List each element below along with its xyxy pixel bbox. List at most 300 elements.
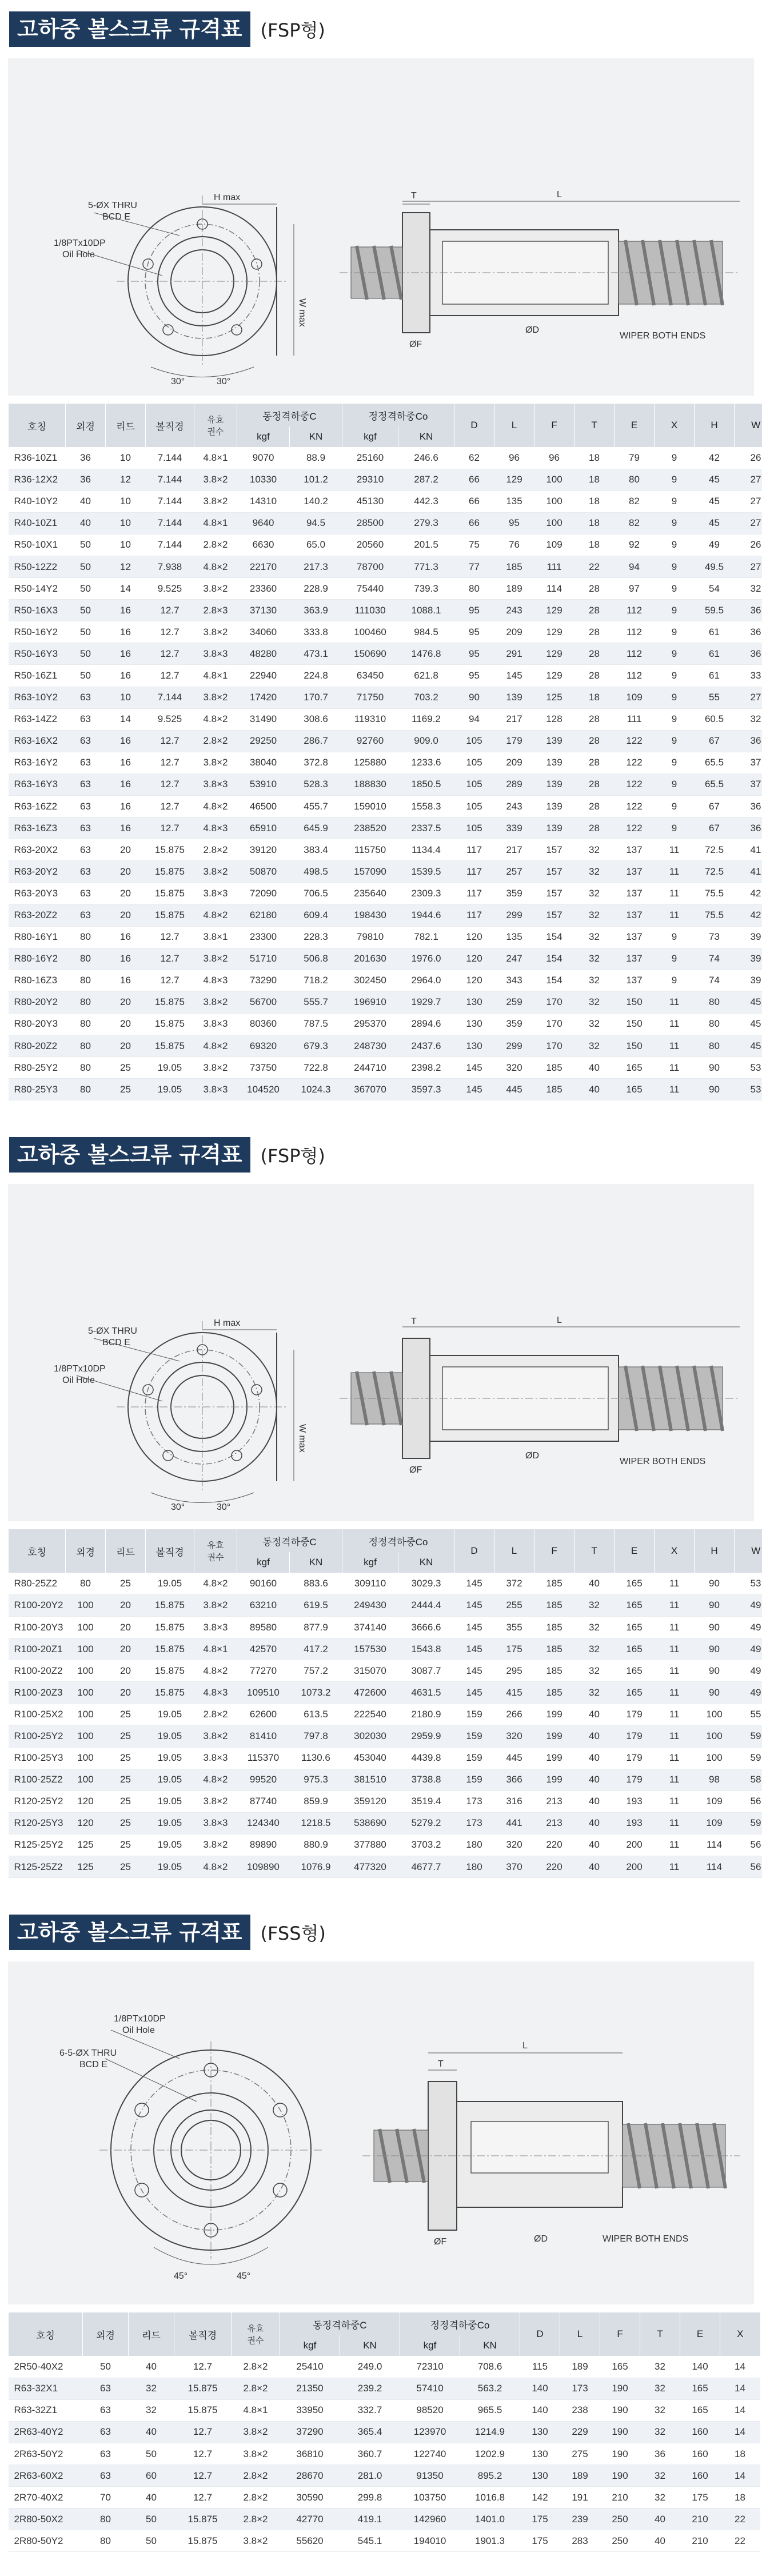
table-cell: 40 bbox=[575, 1747, 615, 1769]
table-cell: 89890 bbox=[237, 1834, 290, 1856]
table-cell: 92 bbox=[615, 534, 655, 556]
table-cell: 15.875 bbox=[174, 2509, 232, 2530]
table-cell: 145 bbox=[454, 1682, 494, 1704]
table-cell: 142960 bbox=[400, 2509, 460, 2530]
table-cell: 120 bbox=[454, 926, 494, 948]
model-cell: R40-10Z1 bbox=[9, 512, 66, 534]
table-cell: 7.144 bbox=[146, 512, 194, 534]
table-cell: 100 bbox=[695, 1747, 735, 1769]
table-cell: 3.8×3 bbox=[194, 1617, 237, 1638]
col-header: 유효 권수 bbox=[194, 1529, 237, 1573]
table-cell: 72310 bbox=[400, 2356, 460, 2378]
table-cell: 157 bbox=[534, 883, 575, 904]
table-cell: 190 bbox=[600, 2399, 640, 2421]
table-cell: 18 bbox=[575, 687, 615, 708]
table-cell: 3.8×2 bbox=[232, 2530, 280, 2552]
oil-hole-label: 1/8PTx10DP bbox=[54, 238, 106, 248]
table-cell: 78700 bbox=[342, 556, 398, 577]
table-cell: 145 bbox=[454, 1617, 494, 1638]
table-cell: 67 bbox=[695, 730, 735, 752]
table-cell: 1976.0 bbox=[398, 948, 454, 970]
col-header: H bbox=[695, 404, 735, 447]
table-row bbox=[9, 904, 762, 926]
table-cell: 62600 bbox=[237, 1704, 290, 1725]
table-cell: 239.2 bbox=[340, 2378, 400, 2399]
table-cell: 139 bbox=[534, 773, 575, 795]
model-cell: R63-20X2 bbox=[9, 839, 66, 861]
table-cell: 150690 bbox=[342, 643, 398, 665]
table-cell: 9 bbox=[655, 752, 695, 773]
table-cell: 36810 bbox=[280, 2443, 340, 2465]
table-cell: 975.3 bbox=[290, 1769, 342, 1791]
table-cell: 125 bbox=[534, 687, 575, 708]
spec-section-3 bbox=[0, 1903, 762, 2552]
table-cell: 63 bbox=[66, 796, 106, 818]
table-cell: 59 bbox=[735, 1725, 762, 1747]
table-cell: 193 bbox=[615, 1791, 655, 1812]
table-cell: 122 bbox=[615, 752, 655, 773]
table-row bbox=[9, 1660, 762, 1682]
table-row bbox=[9, 2509, 760, 2530]
table-cell: 4.8×1 bbox=[194, 447, 237, 469]
table-cell: 365.4 bbox=[340, 2421, 400, 2443]
table-cell: 67 bbox=[695, 818, 735, 839]
dim-phiF: ØF bbox=[434, 2237, 447, 2247]
table-cell: 28670 bbox=[280, 2465, 340, 2487]
dim-phiD: ØD bbox=[525, 1451, 539, 1461]
table-cell: 3.8×3 bbox=[194, 1013, 237, 1035]
table-cell: 42 bbox=[695, 447, 735, 469]
bcd-label: BCD E bbox=[79, 2060, 107, 2070]
table-cell: 4.8×3 bbox=[194, 1682, 237, 1704]
table-cell: 442.3 bbox=[398, 491, 454, 512]
table-cell: 243 bbox=[494, 796, 534, 818]
table-cell: 25 bbox=[106, 1812, 146, 1834]
table-cell: 40 bbox=[575, 1057, 615, 1079]
table-cell: 238520 bbox=[342, 818, 398, 839]
wmax-label: W max bbox=[297, 298, 307, 327]
table-cell: 3.8×2 bbox=[194, 1057, 237, 1079]
sub-header: KN bbox=[398, 426, 454, 447]
table-cell: 15.875 bbox=[146, 1638, 194, 1660]
table-cell: 67 bbox=[695, 796, 735, 818]
table-cell: 26 bbox=[735, 534, 762, 556]
table-row bbox=[9, 447, 762, 469]
table-cell: 80360 bbox=[237, 1013, 290, 1035]
table-cell: 89580 bbox=[237, 1617, 290, 1638]
table-cell: 19.05 bbox=[146, 1573, 194, 1594]
col-header: L bbox=[494, 404, 534, 447]
table-cell: 185 bbox=[534, 1617, 575, 1638]
table-cell: 20 bbox=[106, 1638, 146, 1660]
table-cell: 80 bbox=[66, 926, 106, 948]
table-cell: 65.5 bbox=[695, 773, 735, 795]
table-cell: 45 bbox=[695, 469, 735, 491]
table-cell: 4.8×2 bbox=[194, 1769, 237, 1791]
table-cell: 299 bbox=[494, 1035, 534, 1057]
table-cell: 137 bbox=[615, 948, 655, 970]
table-cell: 11 bbox=[655, 991, 695, 1013]
table-cell: 613.5 bbox=[290, 1704, 342, 1725]
model-cell: R120-25Y2 bbox=[9, 1791, 66, 1812]
table-cell: 984.5 bbox=[398, 621, 454, 643]
table-cell: 12.7 bbox=[146, 643, 194, 665]
table-row bbox=[9, 2530, 760, 2552]
table-cell: 9 bbox=[655, 730, 695, 752]
table-cell: 12.7 bbox=[146, 970, 194, 991]
table-cell: 95 bbox=[454, 600, 494, 621]
table-cell: 210 bbox=[680, 2530, 720, 2552]
table-cell: 12.7 bbox=[174, 2465, 232, 2487]
holes-label: 6-5-ØX THRU bbox=[59, 2048, 117, 2059]
table-cell: 12.7 bbox=[146, 796, 194, 818]
table-cell: 191 bbox=[560, 2487, 600, 2509]
table-cell: 32 bbox=[575, 883, 615, 904]
table-cell: 1543.8 bbox=[398, 1638, 454, 1660]
table-cell: 159 bbox=[454, 1704, 494, 1725]
table-cell: 15.875 bbox=[146, 861, 194, 883]
table-cell: 295 bbox=[494, 1660, 534, 1682]
table-cell: 25 bbox=[106, 1791, 146, 1812]
table-cell: 80 bbox=[66, 1079, 106, 1100]
table-cell: 154 bbox=[534, 970, 575, 991]
table-cell: 80 bbox=[66, 948, 106, 970]
section-title-bar bbox=[0, 1126, 762, 1184]
table-cell: 883.6 bbox=[290, 1573, 342, 1594]
table-cell: 302030 bbox=[342, 1725, 398, 1747]
table-cell: 112 bbox=[615, 643, 655, 665]
table-cell: 19.05 bbox=[146, 1791, 194, 1812]
table-cell: 315070 bbox=[342, 1660, 398, 1682]
table-cell: 71750 bbox=[342, 687, 398, 708]
sub-header: kgf bbox=[280, 2335, 340, 2356]
table-cell: 217 bbox=[494, 839, 534, 861]
table-cell: 61 bbox=[695, 643, 735, 665]
table-cell: 17420 bbox=[237, 687, 290, 708]
table-cell: 9.525 bbox=[146, 708, 194, 730]
table-cell: 63 bbox=[66, 730, 106, 752]
col-header: 볼직경 bbox=[146, 1529, 194, 1573]
table-cell: 32 bbox=[575, 861, 615, 883]
table-cell: 160 bbox=[680, 2465, 720, 2487]
col-header: 정정격하중Co bbox=[342, 1529, 454, 1552]
col-header: 유효 권수 bbox=[194, 404, 237, 447]
table-cell: 9 bbox=[655, 643, 695, 665]
table-cell: 15.875 bbox=[174, 2530, 232, 2552]
table-cell: 39 bbox=[735, 926, 762, 948]
table-cell: 3.8×2 bbox=[194, 991, 237, 1013]
model-cell: R50-12Z2 bbox=[9, 556, 66, 577]
table-cell: 185 bbox=[534, 1594, 575, 1616]
table-cell: 295370 bbox=[342, 1013, 398, 1035]
table-row bbox=[9, 1812, 762, 1834]
oil-hole-sub: Oil Hole bbox=[122, 2025, 155, 2036]
model-cell: R36-10Z1 bbox=[9, 447, 66, 469]
table-cell: 787.5 bbox=[290, 1013, 342, 1035]
table-row bbox=[9, 1791, 762, 1812]
table-cell: 40 bbox=[575, 1834, 615, 1856]
table-cell: 63450 bbox=[342, 665, 398, 687]
table-cell: 63 bbox=[66, 839, 106, 861]
table-row bbox=[9, 556, 762, 577]
table-cell: 2180.9 bbox=[398, 1704, 454, 1725]
table-cell: 109 bbox=[695, 1812, 735, 1834]
table-cell: 3703.2 bbox=[398, 1834, 454, 1856]
table-cell: 32 bbox=[575, 1594, 615, 1616]
table-cell: 200 bbox=[615, 1834, 655, 1856]
table-cell: 135 bbox=[494, 491, 534, 512]
table-cell: 619.5 bbox=[290, 1594, 342, 1616]
table-cell: 145 bbox=[454, 1573, 494, 1594]
table-row bbox=[9, 1856, 762, 1878]
table-cell: 159 bbox=[454, 1769, 494, 1791]
table-cell: 9 bbox=[655, 796, 695, 818]
table-cell: 59.5 bbox=[695, 600, 735, 621]
table-cell: 122 bbox=[615, 818, 655, 839]
table-cell: 16 bbox=[106, 600, 146, 621]
table-cell: 545.1 bbox=[340, 2530, 400, 2552]
table-cell: 217.3 bbox=[290, 556, 342, 577]
model-cell: R63-16Z2 bbox=[9, 796, 66, 818]
table-cell: 190 bbox=[600, 2465, 640, 2487]
table-cell: 36 bbox=[735, 600, 762, 621]
table-cell: 1539.5 bbox=[398, 861, 454, 883]
table-cell: 1088.1 bbox=[398, 600, 454, 621]
table-cell: 179 bbox=[494, 730, 534, 752]
table-row bbox=[9, 512, 762, 534]
table-cell: 92760 bbox=[342, 730, 398, 752]
table-cell: 3.8×2 bbox=[194, 469, 237, 491]
table-cell: 73 bbox=[695, 926, 735, 948]
table-cell: 27 bbox=[735, 512, 762, 534]
table-cell: 320 bbox=[494, 1834, 534, 1856]
table-cell: 259 bbox=[494, 991, 534, 1013]
model-cell: R63-32X1 bbox=[9, 2378, 83, 2399]
table-cell: 14 bbox=[106, 578, 146, 600]
table-cell: 20 bbox=[106, 883, 146, 904]
table-cell: 199 bbox=[534, 1747, 575, 1769]
table-cell: 53 bbox=[735, 1079, 762, 1100]
table-cell: 28 bbox=[575, 708, 615, 730]
table-cell: 11 bbox=[655, 1057, 695, 1079]
model-cell: 2R80-50X2 bbox=[9, 2509, 83, 2530]
table-cell: 49 bbox=[735, 1638, 762, 1660]
table-cell: 56 bbox=[735, 1856, 762, 1878]
table-cell: 31490 bbox=[237, 708, 290, 730]
table-cell: 12.7 bbox=[146, 926, 194, 948]
col-header: D bbox=[454, 1529, 494, 1573]
sub-header: kgf bbox=[342, 1552, 398, 1573]
table-cell: 247 bbox=[494, 948, 534, 970]
table-cell: 228.9 bbox=[290, 578, 342, 600]
table-cell: 120 bbox=[66, 1791, 106, 1812]
table-cell: 11 bbox=[655, 1079, 695, 1100]
table-cell: 170 bbox=[534, 1035, 575, 1057]
col-header: 호칭 bbox=[9, 1529, 66, 1573]
model-cell: R80-16Y2 bbox=[9, 948, 66, 970]
table-cell: 29250 bbox=[237, 730, 290, 752]
model-cell: R63-32Z1 bbox=[9, 2399, 83, 2421]
table-cell: 100 bbox=[534, 469, 575, 491]
table-cell: 473.1 bbox=[290, 643, 342, 665]
table-row bbox=[9, 883, 762, 904]
table-cell: 179 bbox=[615, 1725, 655, 1747]
section-title: 고하중 볼스크류 규격표 bbox=[9, 11, 250, 47]
table-row bbox=[9, 1747, 762, 1769]
table-cell: 965.5 bbox=[460, 2399, 520, 2421]
table-cell: 90 bbox=[695, 1660, 735, 1682]
table-row bbox=[9, 2378, 760, 2399]
model-cell: R50-10X1 bbox=[9, 534, 66, 556]
table-cell: 198430 bbox=[342, 904, 398, 926]
col-header: 정정격하중Co bbox=[400, 2312, 520, 2335]
table-cell: 154 bbox=[534, 926, 575, 948]
table-cell: 40 bbox=[575, 1079, 615, 1100]
table-cell: 15.875 bbox=[146, 1617, 194, 1638]
table-cell: 32 bbox=[735, 708, 762, 730]
table-cell: 248730 bbox=[342, 1035, 398, 1057]
col-header: 리드 bbox=[106, 404, 146, 447]
fss-drawing bbox=[8, 1961, 754, 2304]
table-cell: 10 bbox=[106, 534, 146, 556]
table-cell: 63 bbox=[66, 861, 106, 883]
table-cell: 415 bbox=[494, 1682, 534, 1704]
table-cell: 125880 bbox=[342, 752, 398, 773]
table-cell: 139 bbox=[534, 818, 575, 839]
sub-header: kgf bbox=[237, 1552, 290, 1573]
table-cell: 20 bbox=[106, 861, 146, 883]
table-cell: 15.875 bbox=[146, 839, 194, 861]
table-cell: 32 bbox=[640, 2399, 680, 2421]
table-row bbox=[9, 600, 762, 621]
table-cell: 220 bbox=[534, 1856, 575, 1878]
table-cell: 7.144 bbox=[146, 687, 194, 708]
table-cell: 80 bbox=[66, 1573, 106, 1594]
table-cell: 222540 bbox=[342, 1704, 398, 1725]
table-cell: 165 bbox=[615, 1617, 655, 1638]
table-cell: 3.8×2 bbox=[194, 1834, 237, 1856]
table-cell: 15.875 bbox=[174, 2399, 232, 2421]
dim-phiD: ØD bbox=[534, 2234, 548, 2244]
table-cell: 20 bbox=[106, 1594, 146, 1616]
table-cell: 90 bbox=[695, 1573, 735, 1594]
model-cell: R100-20Y2 bbox=[9, 1594, 66, 1616]
col-header: 볼직경 bbox=[146, 404, 194, 447]
table-row bbox=[9, 926, 762, 948]
table-cell: 41 bbox=[735, 839, 762, 861]
table-cell: 175 bbox=[520, 2530, 560, 2552]
table-cell: 10330 bbox=[237, 469, 290, 491]
table-cell: 111 bbox=[534, 556, 575, 577]
table-cell: 3666.6 bbox=[398, 1617, 454, 1638]
table-cell: 125 bbox=[66, 1856, 106, 1878]
table-cell: 62180 bbox=[237, 904, 290, 926]
table-cell: 137 bbox=[615, 904, 655, 926]
table-row bbox=[9, 643, 762, 665]
col-header: 볼직경 bbox=[174, 2312, 232, 2356]
table-cell: 39 bbox=[735, 970, 762, 991]
table-cell: 37 bbox=[735, 773, 762, 795]
model-cell: R63-10Y2 bbox=[9, 687, 66, 708]
table-cell: 316 bbox=[494, 1791, 534, 1812]
table-cell: 11 bbox=[655, 1747, 695, 1769]
table-cell: 250 bbox=[600, 2530, 640, 2552]
table-cell: 81410 bbox=[237, 1725, 290, 1747]
table-cell: 139 bbox=[534, 752, 575, 773]
table-cell: 100 bbox=[695, 1704, 735, 1725]
table-cell: 51710 bbox=[237, 948, 290, 970]
model-cell: R80-16Z3 bbox=[9, 970, 66, 991]
table-cell: 472600 bbox=[342, 1682, 398, 1704]
table-cell: 3519.4 bbox=[398, 1791, 454, 1812]
table-cell: 506.8 bbox=[290, 948, 342, 970]
sub-header: KN bbox=[340, 2335, 400, 2356]
table-cell: 1024.3 bbox=[290, 1079, 342, 1100]
table-cell: 180 bbox=[454, 1856, 494, 1878]
table-cell: 239 bbox=[560, 2509, 600, 2530]
table-cell: 308.6 bbox=[290, 708, 342, 730]
table-cell: 100 bbox=[66, 1769, 106, 1791]
table-cell: 97 bbox=[615, 578, 655, 600]
table-cell: 12.7 bbox=[146, 730, 194, 752]
table-cell: 170 bbox=[534, 991, 575, 1013]
col-header: 리드 bbox=[106, 1529, 146, 1573]
table-cell: 62 bbox=[454, 447, 494, 469]
table-cell: 105 bbox=[454, 752, 494, 773]
table-cell: 180 bbox=[454, 1834, 494, 1856]
table-row bbox=[9, 991, 762, 1013]
table-row bbox=[9, 1725, 762, 1747]
table-row bbox=[9, 1617, 762, 1638]
table-cell: 4.8×2 bbox=[194, 796, 237, 818]
table-row bbox=[9, 752, 762, 773]
table-row bbox=[9, 1079, 762, 1100]
table-cell: 157090 bbox=[342, 861, 398, 883]
table-cell: 228.3 bbox=[290, 926, 342, 948]
table-cell: 103750 bbox=[400, 2487, 460, 2509]
table-cell: 185 bbox=[494, 556, 534, 577]
model-cell: R80-25Y3 bbox=[9, 1079, 66, 1100]
table-cell: 55 bbox=[735, 1704, 762, 1725]
sub-header: kgf bbox=[237, 426, 290, 447]
model-cell: R63-16Z3 bbox=[9, 818, 66, 839]
model-cell: R40-10Y2 bbox=[9, 491, 66, 512]
col-header: F bbox=[600, 2312, 640, 2356]
table-cell: 28 bbox=[575, 752, 615, 773]
model-cell: R80-20Z2 bbox=[9, 1035, 66, 1057]
table-cell: 45 bbox=[735, 1035, 762, 1057]
table-cell: 9 bbox=[655, 600, 695, 621]
wiper-label: WIPER BOTH ENDS bbox=[620, 331, 706, 341]
table-cell: 56700 bbox=[237, 991, 290, 1013]
table-cell: 3.8×2 bbox=[194, 861, 237, 883]
table-cell: 145 bbox=[454, 1660, 494, 1682]
table-cell: 367070 bbox=[342, 1079, 398, 1100]
table-cell: 95 bbox=[454, 643, 494, 665]
table-cell: 703.2 bbox=[398, 687, 454, 708]
table-cell: 36 bbox=[735, 730, 762, 752]
table-cell: 2.8×2 bbox=[194, 730, 237, 752]
table-cell: 128 bbox=[534, 708, 575, 730]
table-cell: 80 bbox=[66, 970, 106, 991]
table-cell: 189 bbox=[560, 2356, 600, 2378]
table-cell: 30590 bbox=[280, 2487, 340, 2509]
table-cell: 130 bbox=[454, 1013, 494, 1035]
table-cell: 320 bbox=[494, 1725, 534, 1747]
table-cell: 19.05 bbox=[146, 1769, 194, 1791]
table-cell: 4.8×2 bbox=[194, 1573, 237, 1594]
table-cell: 210 bbox=[600, 2487, 640, 2509]
